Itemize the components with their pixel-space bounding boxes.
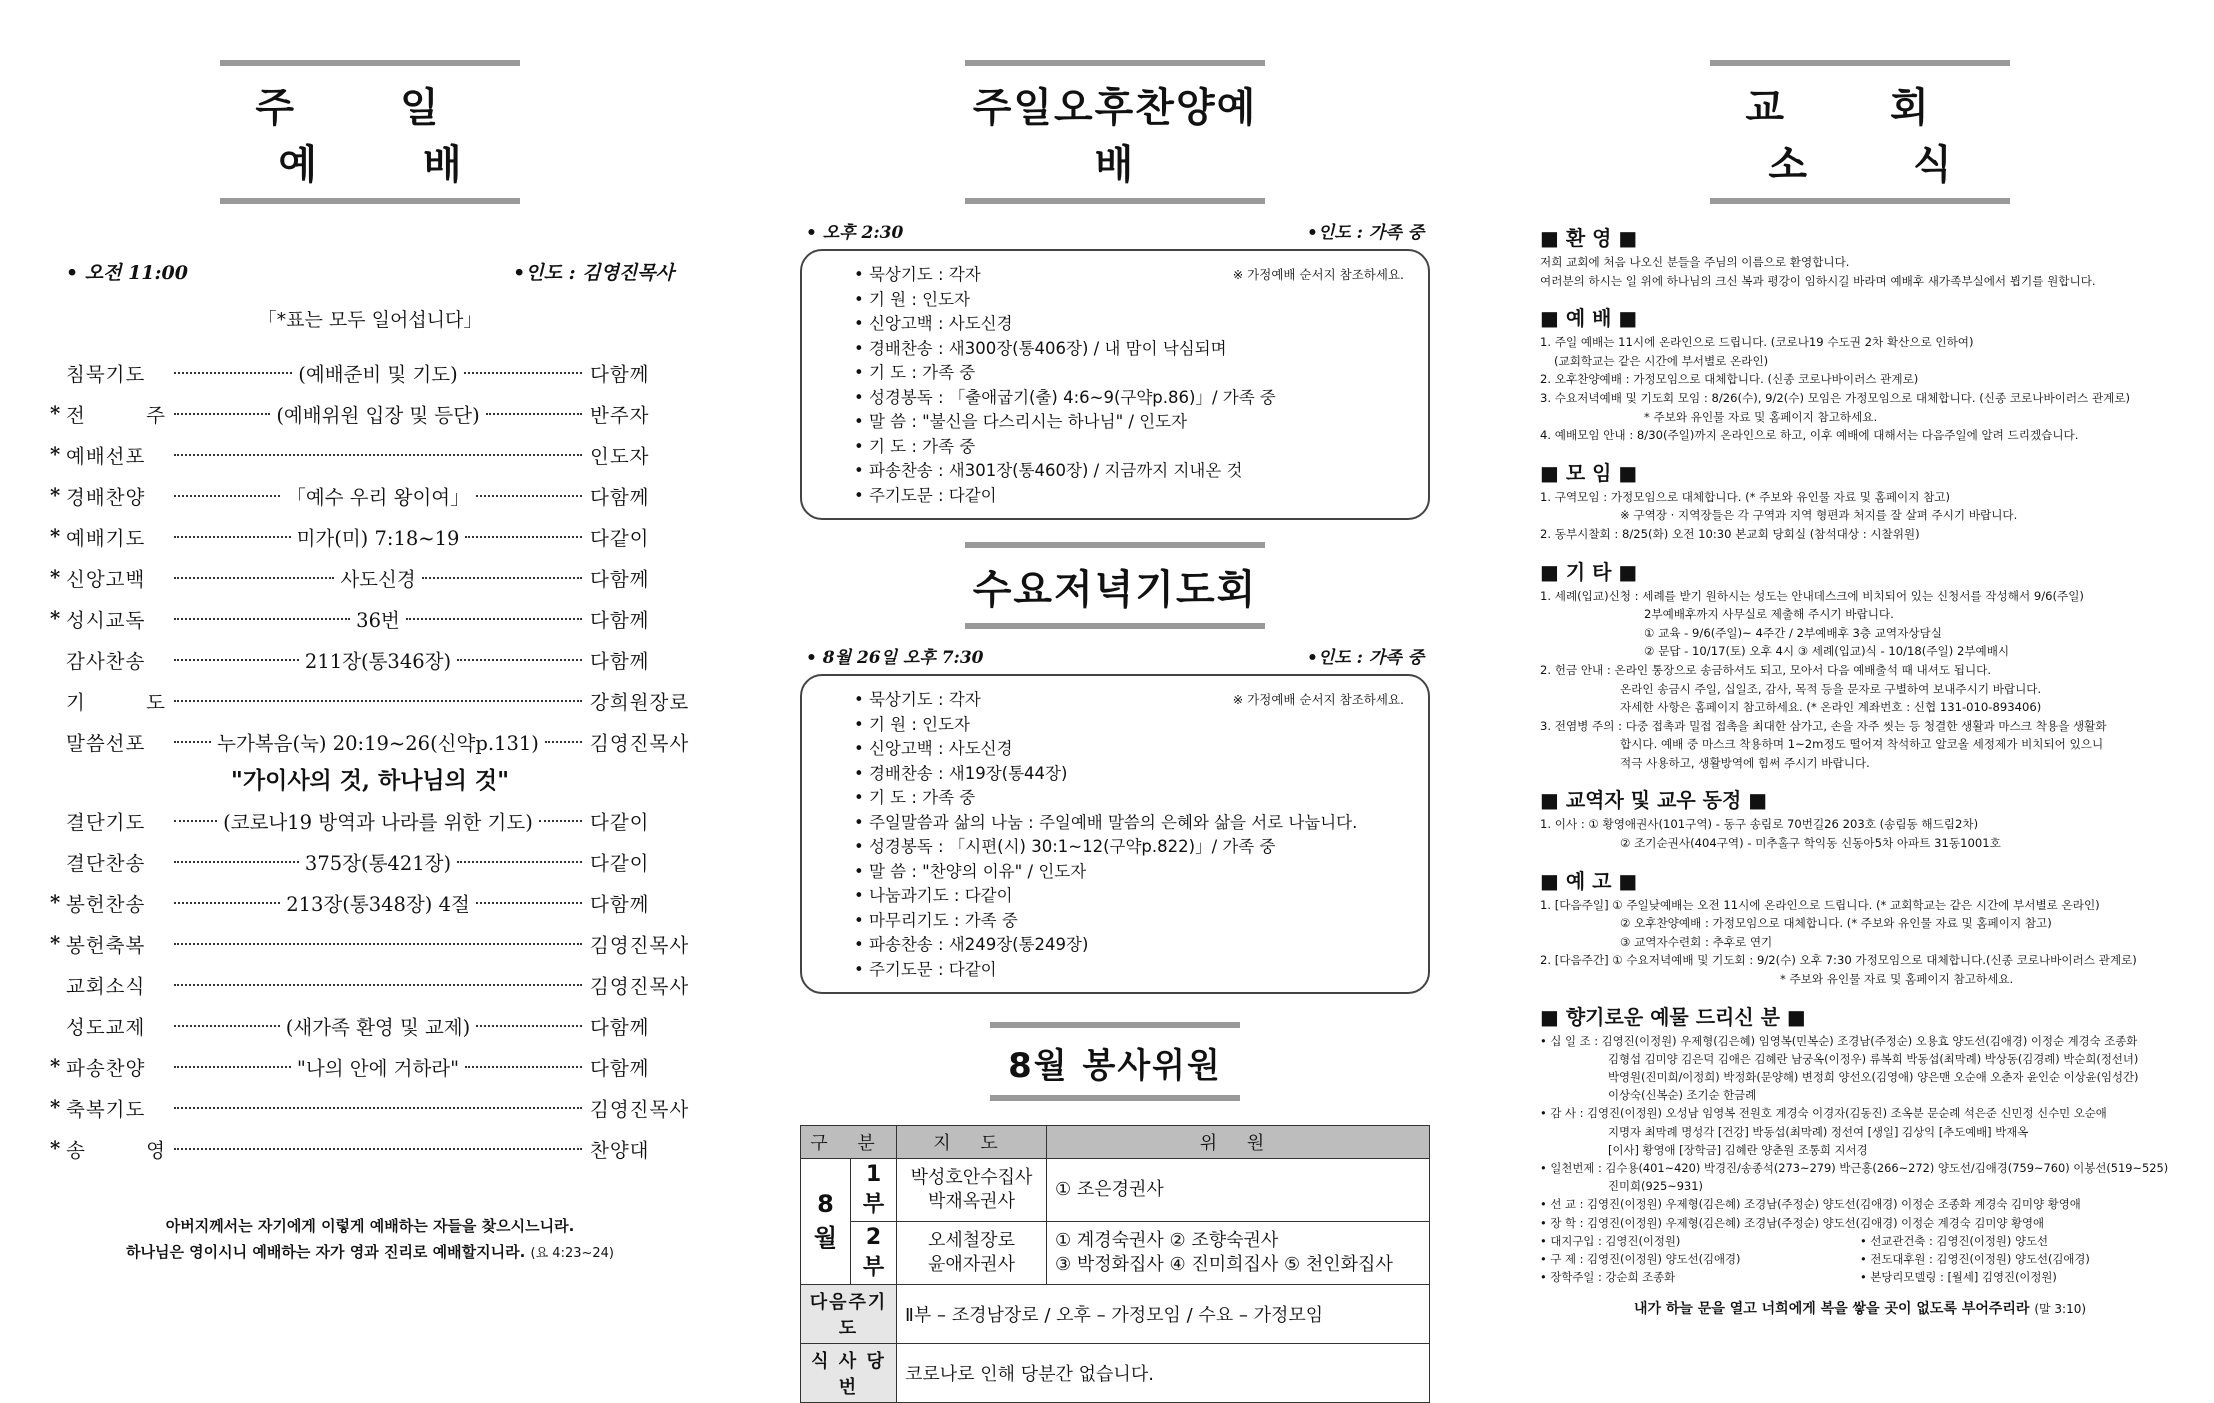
- standing-mark: *: [50, 1137, 61, 1160]
- order-leader: 다함께: [590, 1056, 650, 1080]
- order-content: "나의 안에 거하라": [291, 1053, 465, 1081]
- afternoon-services-column: [800, 60, 1430, 1403]
- order-row: [50, 841, 690, 882]
- volunteers-table: [800, 1125, 1430, 1403]
- family-worship-note-2: ※ 가정예배 순서지 참조하세요.: [1232, 692, 1404, 707]
- table-row: [801, 1159, 1430, 1222]
- order-row: [50, 557, 690, 598]
- order-row: [50, 1046, 690, 1087]
- order-content: 36번: [350, 605, 406, 633]
- offering-section: • 십 일 조 : 김영진(이정원) 우제형(김은혜) 임영복(민복순) 조경남(주정순) 오용효 양도선(김애경) 이정순 계경숙 조종화 김형섭 김미양 김은덕 김애은 김혜란 남궁옥(이정우) 류복희 박동섭(최막례) 박상동(김경례) 박순희(정선녀) 박영원(진미희/이정희) 박정화(문양해) 변정희 양선오(김영애) 양은맨 오순애 오춘자 윤인순 이상윤(임성간) 이상숙(신복순) 조기순 한금례 • 감 사 : 김영진(이정원) 오성남 임영복 전원호 계경숙 이경자(김동진) 조옥분 문순례 석은준 신민정 신수민 오순애 지명자 최막례 명성각 [건강] 박동섭(최막례) 정선여 [생일] 김상익 [추도예배] 박재옥 [이사] 황영애 [장학금] 김혜란 양춘원 조통희 지서경 • 일천번제 : 김수용(401~420) 박경진/송종석(273~279) 박근홍(266~272) 양도선/김애경(759~760) 이봉선(519~525) 진미희(925~931) • 선 교 : 김영진(이정원) 우제형(김은혜) 조경남(주정순) 양도선(김애경) 이정순 조종화 계경숙 김미양 황영애 • 장 학 : 김영진(이정원) 우제형(김은혜) 조경남(주정순) 양도선(김애경) 이정순 계경숙 김미양 황영애 • 대지구입 : 김영진(이정원) • 선교관건축 : 김영진(이정원) 양도선 • 구 제 : 김영진(이정원) 양도선(김애경) • 전도대후원 : 김영진(이정원) 양도선(김애경) • 장학주일 : 강순희 조종화 • 본당리모델링 : [월세] 김영진(이정원): [1540, 1033, 2169, 1285]
- order-row: [50, 680, 690, 721]
- etc-heading: ■ 기 타 ■: [1540, 559, 1638, 584]
- order-leader: 김영진목사: [590, 1097, 690, 1121]
- order-leader: 김영진목사: [590, 731, 690, 755]
- service-order-item: • 신앙고백 : 사도신경: [854, 312, 1408, 337]
- order-name: 침묵기도: [66, 362, 146, 386]
- order-row: [50, 434, 690, 475]
- order-leader: 다함께: [590, 892, 650, 916]
- header-division: 구 분: [801, 1126, 897, 1159]
- leader-cell: 오세철장로 윤애자권사: [897, 1222, 1047, 1285]
- worship-section: 1. 주일 예배는 11시에 온라인으로 드립니다. (코로나19 수도권 2차 확산으로 인하여) (교회학교는 같은 시간에 부서별로 온라인) 2. 오후찬양예배 : 가정모임으로 대체합니다. (신종 코로나바이러스 관계로) 3. 수요저녁예배 및 기도회 모임 : 8/26(수), 9/2(수) 모임은 가정모임으로 대체합니다. (신종 코로나바이러스 관계로) * 주보와 유인물 자료 및 홈페이지 참고하세요. 4. 예배모임 안내 : 8/30(주일)까지 온라인으로 하고, 이후 예배에 대해서는 다음주일에 알려 드리겠습니다.: [1540, 335, 2131, 443]
- wednesday-prayer-meta: [800, 643, 1430, 668]
- standing-mark: *: [50, 566, 61, 589]
- order-content: 213장(통348장) 4절: [280, 889, 476, 917]
- order-content: (예배준비 및 기도): [292, 359, 463, 387]
- service-order-item: • 말 씀 : "불신을 다스리시는 하나님" / 인도자: [854, 410, 1408, 435]
- worship-order-list-2: [50, 800, 690, 1169]
- part-cell: 1부: [851, 1159, 897, 1222]
- order-name: 성시교독: [66, 608, 146, 632]
- order-leader: 다함께: [590, 567, 650, 591]
- order-leader: 다함께: [590, 485, 650, 509]
- table-row: [801, 1285, 1430, 1344]
- next-prayer-label: 다음주기도: [801, 1285, 897, 1344]
- notice-heading: ■ 예 고 ■: [1540, 868, 1638, 893]
- order-row: [50, 598, 690, 639]
- order-name: 감사찬송: [66, 649, 146, 673]
- sermon-title: "가이사의 것, 하나님의 것": [230, 767, 510, 794]
- order-row: [50, 352, 690, 393]
- standing-mark: *: [50, 1096, 61, 1119]
- worship-leader: •인도 : 김영진목사: [513, 262, 674, 284]
- standing-note: 「*표는 모두 일어섭니다」: [257, 309, 483, 331]
- order-row: [50, 475, 690, 516]
- service-order-item: • 주일말씀과 삶의 나눔 : 주일예배 말씀의 은혜와 삶을 서로 나눕니다.: [854, 811, 1408, 836]
- order-content: 미가(미) 7:18~19: [291, 523, 466, 551]
- service-order-item: • 경배찬송 : 새19장(통44장): [854, 762, 1408, 787]
- order-name: 신앙고백: [66, 567, 146, 591]
- order-row: [50, 516, 690, 557]
- order-leader: 반주자: [590, 403, 650, 427]
- members-cell: ① 계경숙권사 ② 조향숙권사 ③ 박정화집사 ④ 진미희집사 ⑤ 천인화집사: [1047, 1222, 1430, 1285]
- scripture-line-1: 아버지께서는 자기에게 이렇게 예배하는 자들을 찾으시느니라.: [165, 1217, 575, 1235]
- church-news-column: [1540, 60, 2180, 1318]
- member-news-heading: ■ 교역자 및 교우 동정 ■: [1540, 788, 1768, 813]
- standing-mark: *: [50, 443, 61, 466]
- service-order-item: • 묵상기도 : 각자: [854, 263, 1408, 288]
- wednesday-time: • 8월 26일 오후 7:30: [806, 648, 984, 668]
- notice-section: 1. [다음주일] ① 주일낮예배는 오전 11시에 온라인으로 드립니다. (* 교회학교는 같은 시간에 부서별로 온라인) ② 오후찬양예배 : 가정모임으로 대체합니다. (* 주보와 유인물 자료 및 홈페이지 참고) ③ 교역자수련회 : 추후로 연기 2. [다음주간] ① 수요저녁예배 및 기도회 : 9/2(수) 오후 7:30 가정모임으로 대체합니다.(신종 코로나바이러스 관계로) * 주보와 유인물 자료 및 홈페이지 참고하세요.: [1540, 897, 2137, 987]
- malachi-footer: [1540, 1298, 2180, 1318]
- order-leader: 다함께: [590, 362, 650, 386]
- order-content: 누가복음(눅) 20:19~26(신약p.131): [211, 728, 545, 756]
- standing-mark: *: [50, 607, 61, 630]
- service-order-item: • 성경봉독 : 「출애굽기(출) 4:6~9(구약p.86)」/ 가족 중: [854, 386, 1408, 411]
- order-row: [50, 800, 690, 841]
- meal-duty-value: 코로나로 인해 당분간 없습니다.: [897, 1344, 1430, 1403]
- next-prayer-value: Ⅱ부 – 조경남장로 / 오후 – 가정모임 / 수요 – 가정모임: [897, 1285, 1430, 1344]
- family-worship-note: ※ 가정예배 순서지 참조하세요.: [1232, 267, 1404, 282]
- service-order-item: • 기 도 : 가족 중: [854, 435, 1408, 460]
- offering-heading: ■ 향기로운 예물 드리신 분 ■: [1540, 1004, 1806, 1029]
- service-order-item: • 기 원 : 인도자: [854, 288, 1408, 313]
- welcome-heading: ■ 환 영 ■: [1540, 226, 1638, 250]
- order-leader: 다같이: [590, 851, 650, 875]
- standing-mark: *: [50, 402, 61, 425]
- sunday-worship-title: 주 일 예 배: [220, 60, 520, 204]
- header-members: 위 원: [1047, 1126, 1430, 1159]
- order-name: 기 도: [66, 690, 166, 714]
- order-row: [50, 1005, 690, 1046]
- standing-mark: *: [50, 484, 61, 507]
- meeting-section: 1. 구역모임 : 가정모임으로 대체합니다. (* 주보와 유인물 자료 및 홈페이지 참고) ※ 구역장 · 지역장들은 각 구역과 지역 형편과 처지를 잘 살펴 주시기 바랍니다. 2. 동부시찰회 : 8/25(화) 오전 10:30 본교회 당회실 (참석대상 : 시찰위원): [1540, 489, 2018, 541]
- welcome-section: 저희 교회에 처음 나오신 분들을 주님의 이름으로 환영합니다. 여러분의 하시는 일 위에 하나님의 크신 복과 평강이 임하시길 바라며 예배후 새가족부실에서 뵙기를 원합니다.: [1540, 255, 2096, 288]
- order-leader: 찬양대: [590, 1138, 650, 1162]
- order-leader: 김영진목사: [590, 933, 690, 957]
- sunday-worship-column: [50, 60, 690, 1267]
- order-name: 축복기도: [66, 1097, 146, 1121]
- service-order-item: • 파송찬송 : 새249장(통249장): [854, 933, 1408, 958]
- order-leader: 김영진목사: [590, 974, 690, 998]
- meeting-heading: ■ 모 임 ■: [1540, 460, 1638, 485]
- order-name: 말씀선포: [66, 731, 146, 755]
- scripture-footer: [50, 1213, 690, 1267]
- order-name: 교회소식: [66, 974, 146, 998]
- order-name: 성도교제: [66, 1015, 146, 1039]
- member-news-section: 1. 이사 : ① 황영애권사(101구역) - 동구 송림로 70번길26 203호 (송림동 해드림2차) ② 조기순권사(404구역) - 미추홀구 학익동 신동아5차 아파트 31동1001호: [1540, 817, 2001, 851]
- service-order-item: • 기 도 : 가족 중: [854, 361, 1408, 386]
- worship-time: • 오전 11:00: [66, 262, 188, 284]
- order-leader: 다같이: [590, 810, 650, 834]
- order-content: 사도신경: [334, 564, 421, 592]
- order-name: 송 영: [66, 1138, 166, 1162]
- order-row: [50, 721, 690, 762]
- church-news-title: 교 회 소 식: [1710, 60, 2010, 204]
- order-name: 전 주: [66, 403, 166, 427]
- service-order-item: • 신앙고백 : 사도신경: [854, 737, 1408, 762]
- wednesday-prayer-title: 수요저녁기도회: [965, 542, 1265, 629]
- order-leader: 다함께: [590, 649, 650, 673]
- worship-heading: ■ 예 배 ■: [1540, 306, 1638, 331]
- etc-section: 1. 세례(입교)신청 : 세례를 받기 원하시는 성도는 안내데스크에 비치되어 있는 신청서를 작성해서 9/6(주일) 2부예배후까지 사무실로 제출해 주시기 바랍니다. ① 교육 - 9/6(주일)~ 4주간 / 2부예배후 3층 교역자상담실 ② 문답 - 10/17(토) 오후 4시 ③ 세례(입교)식 - 10/18(주일) 2부예배시 2. 헌금 안내 : 온라인 통장으로 송금하셔도 되고, 모아서 다음 예배출석 때 내셔도 됩니다. 온라인 송금시 주일, 십일조, 감사, 목적 등을 문자로 구별하여 보내주시기 바랍니다. 자세한 사항은 홈페이지 참고하세요. (* 온라인 계좌번호 : 신협 131-010-893406) 3. 전염병 주의 : 다중 접촉과 밀접 접촉을 최대한 삼가고, 손을 자주 씻는 등 청결한 생활과 마스크 착용을 생활화 합시다. 예배 중 마스크 착용하며 1~2m정도 떨어져 착석하고 알코올 세정제가 비치되어 있으니 적극 사용하고, 생활방역에 힘써 주시기 바랍니다.: [1540, 588, 2107, 770]
- afternoon-time: • 오후 2:30: [806, 223, 904, 243]
- order-row: [50, 923, 690, 964]
- worship-order-list: [50, 352, 690, 762]
- order-name: 예배선포: [66, 444, 146, 468]
- order-content: (코로나19 방역과 나라를 위한 기도): [217, 807, 539, 835]
- malachi-reference: (말 3:10): [2034, 1302, 2087, 1317]
- afternoon-order-box: [800, 249, 1430, 520]
- service-order-item: • 파송찬송 : 새301장(통460장) / 지금까지 지내온 것: [854, 459, 1408, 484]
- order-row: [50, 964, 690, 1005]
- scripture-reference: (요 4:23~24): [530, 1246, 614, 1261]
- august-volunteers-title: 8월 봉사위원: [990, 1022, 1240, 1101]
- order-row: [50, 1087, 690, 1128]
- order-name: 파송찬양: [66, 1056, 146, 1080]
- service-order-item: • 성경봉독 : 「시편(시) 30:1~12(구약p.822)」/ 가족 중: [854, 835, 1408, 860]
- order-leader: 다같이: [590, 526, 650, 550]
- standing-mark: *: [50, 932, 61, 955]
- order-leader: 다함께: [590, 1015, 650, 1039]
- standing-mark: *: [50, 1055, 61, 1078]
- table-row: [801, 1344, 1430, 1403]
- order-name: 결단찬송: [66, 851, 146, 875]
- service-order-item: • 말 씀 : "찬양의 이유" / 인도자: [854, 860, 1408, 885]
- service-order-item: • 나눔과기도 : 다같이: [854, 884, 1408, 909]
- malachi-verse: 내가 하늘 문을 열고 너희에게 복을 쌓을 곳이 없도록 부어주리라: [1633, 1301, 2030, 1318]
- order-content: 375장(통421장): [299, 848, 457, 876]
- part-cell: 2부: [851, 1222, 897, 1285]
- order-name: 봉헌찬송: [66, 892, 146, 916]
- sunday-worship-meta: [50, 258, 690, 285]
- service-order-item: • 마무리기도 : 가족 중: [854, 909, 1408, 934]
- header-leader: 지 도: [897, 1126, 1047, 1159]
- order-name: 결단기도: [66, 810, 146, 834]
- members-cell: ① 조은경권사: [1047, 1159, 1430, 1222]
- order-row: [50, 1128, 690, 1169]
- afternoon-praise-meta: [800, 218, 1430, 243]
- standing-mark: *: [50, 891, 61, 914]
- order-content: (예배위원 입장 및 등단): [270, 400, 485, 428]
- order-content: (새가족 환영 및 교제): [280, 1012, 477, 1040]
- meal-duty-label: 식 사 당 번: [801, 1344, 897, 1403]
- wednesday-order-box: [800, 674, 1430, 994]
- service-order-item: • 기 도 : 가족 중: [854, 786, 1408, 811]
- order-name: 경배찬양: [66, 485, 146, 509]
- leader-cell: 박성호안수집사 박재옥권사: [897, 1159, 1047, 1222]
- table-row: [801, 1222, 1430, 1285]
- service-order-item: • 경배찬송 : 새300장(통406장) / 내 맘이 낙심되며: [854, 337, 1408, 362]
- wednesday-leader: •인도 : 가족 중: [1306, 648, 1424, 668]
- order-content: 「예수 우리 왕이여」: [280, 482, 475, 510]
- afternoon-leader: •인도 : 가족 중: [1306, 223, 1424, 243]
- order-content: 211장(통346장): [299, 646, 457, 674]
- order-leader: 인도자: [590, 444, 650, 468]
- standing-mark: *: [50, 525, 61, 548]
- service-order-item: • 주기도문 : 다같이: [854, 958, 1408, 983]
- order-name: 봉헌축복: [66, 933, 146, 957]
- order-leader: 다함께: [590, 608, 650, 632]
- service-order-item: • 기 원 : 인도자: [854, 713, 1408, 738]
- order-row: [50, 639, 690, 680]
- order-name: 예배기도: [66, 526, 146, 550]
- order-leader: 강희원장로: [590, 690, 690, 714]
- service-order-item: • 주기도문 : 다같이: [854, 484, 1408, 509]
- afternoon-praise-title: 주일오후찬양예배: [965, 60, 1265, 204]
- month-cell: 8월: [801, 1159, 851, 1285]
- scripture-line-2: 하나님은 영이시니 예배하는 자가 영과 진리로 예배할지니라.: [126, 1243, 526, 1261]
- service-order-item: • 묵상기도 : 각자: [854, 688, 1408, 713]
- order-row: [50, 882, 690, 923]
- order-row: [50, 393, 690, 434]
